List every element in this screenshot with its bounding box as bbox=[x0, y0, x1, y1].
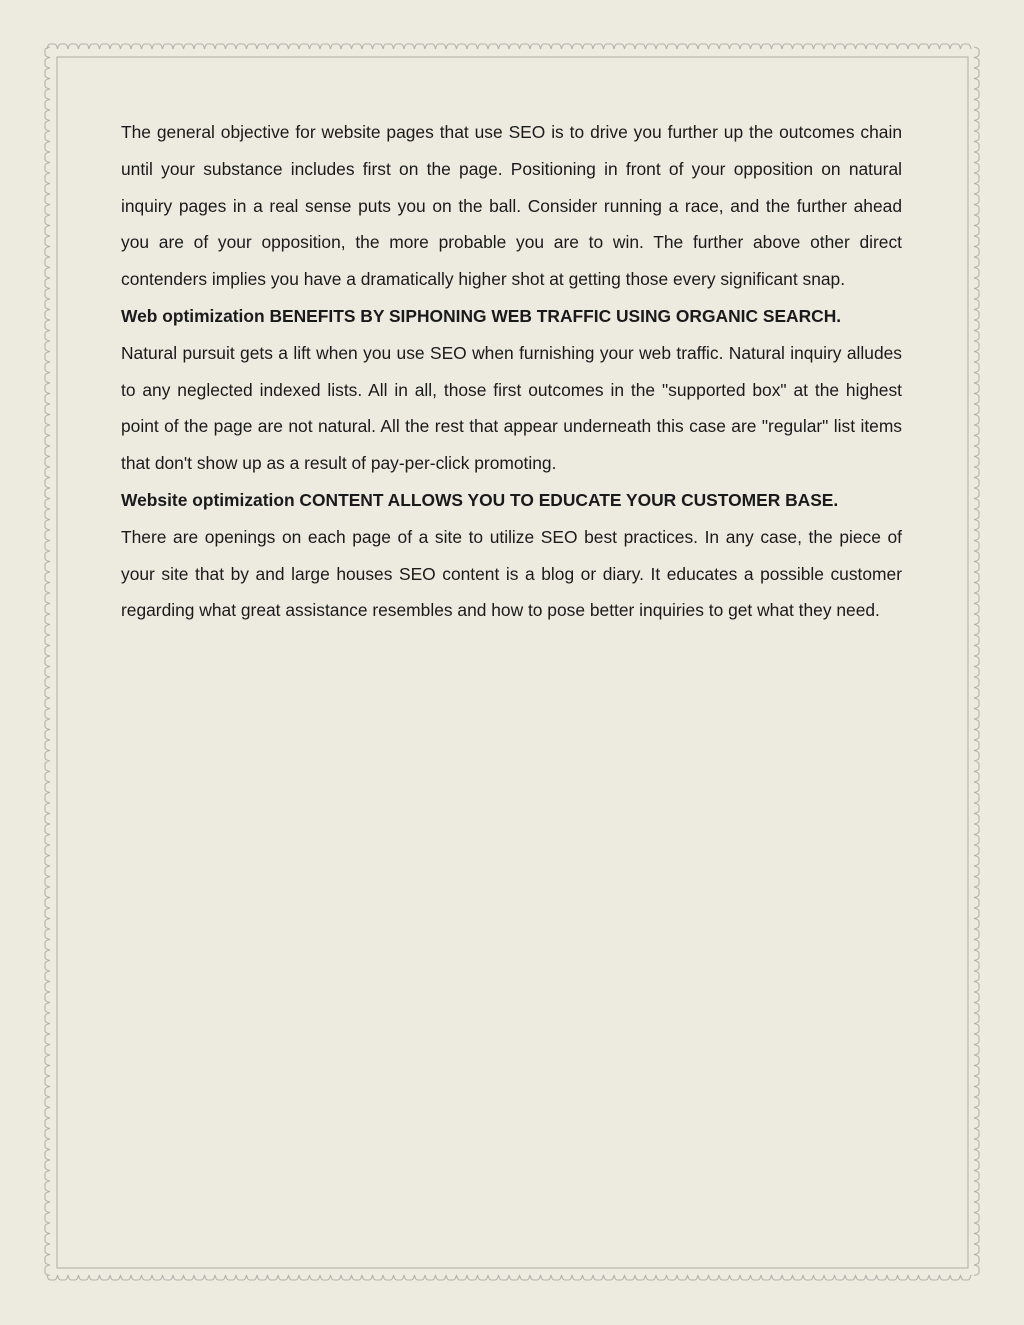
paragraph-organic-search: Natural pursuit gets a lift when you use SEO when furnishing your web traffic. Natural inquiry alludes to any neglected indexed lists. All in all, those first outcomes in the "supported box" at the highest point of the page are not natural. All the rest that appear underneath this case are "regular" list items that don't show up as a result of pay-per-click promoting. bbox=[121, 342, 902, 474]
document-body bbox=[121, 114, 902, 629]
paragraph-intro: The general objective for website pages that use SEO is to drive you further up the outcomes chain until your substance includes first on the page. Positioning in front of your opposition on natural inquiry pages in a real sense puts you on the ball. Consider running a race, and the further ahead you are of your opposition, the more probable you are to win. The further above other direct contenders implies you have a dramatically higher shot at getting those every significant snap. bbox=[121, 122, 902, 290]
wave-border-left bbox=[45, 47, 50, 1276]
wave-border-bottom bbox=[47, 1275, 971, 1280]
wave-border-top bbox=[47, 44, 971, 49]
heading-educate-customers: Website optimization CONTENT ALLOWS YOU TO EDUCATE YOUR CUSTOMER BASE. bbox=[121, 489, 839, 510]
paragraph-educate-customers: There are openings on each page of a site to utilize SEO best practices. In any case, the piece of your site that by and large houses SEO content is a blog or diary. It educates a possible customer regarding what great assistance resembles and how to pose better inquiries to get what they need. bbox=[121, 526, 902, 621]
wave-border-right bbox=[974, 47, 979, 1276]
heading-organic-search: Web optimization BENEFITS BY SIPHONING WEB TRAFFIC USING ORGANIC SEARCH. bbox=[121, 305, 842, 326]
